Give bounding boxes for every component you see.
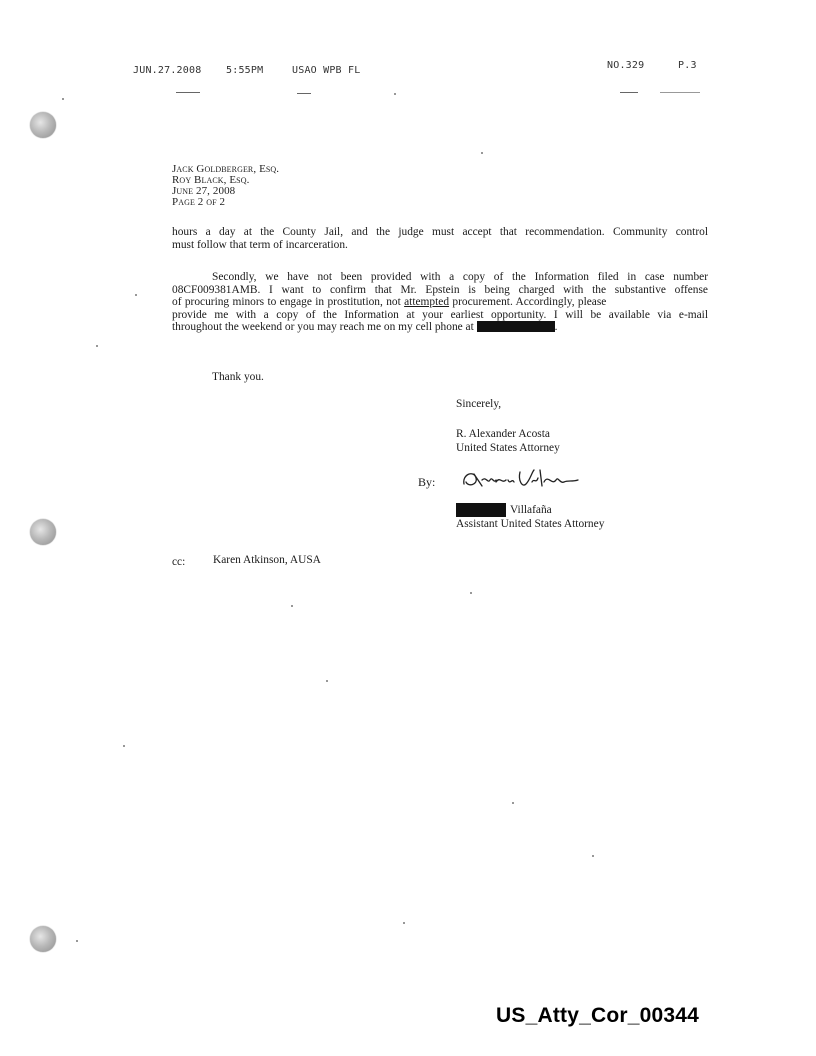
fax-noise-dot	[394, 93, 396, 95]
paragraph-2-line-5	[172, 321, 708, 334]
fax-noise-dot	[123, 745, 125, 747]
paragraph-information-request	[172, 271, 708, 334]
paragraph-1-line-1: hours a day at the County Jail, and the judge must accept that recommendation. Community control	[172, 226, 708, 238]
redaction-bar	[477, 321, 555, 332]
fax-noise-mark	[176, 92, 200, 93]
handwritten-signature	[460, 466, 584, 492]
fax-number: NO.329	[607, 60, 645, 71]
paragraph-1-line-2: must follow that term of incarceration.	[172, 238, 348, 251]
page-indicator: Page 2 of 2	[172, 196, 226, 208]
fax-noise-dot	[291, 605, 293, 607]
fax-time: 5:55PM	[226, 65, 264, 76]
fax-noise-dot	[470, 592, 472, 594]
binder-hole-top	[30, 112, 56, 138]
recipient-line-2: Roy Black, Esq.	[172, 174, 250, 186]
by-label: By:	[418, 475, 436, 489]
fax-noise-dot	[481, 152, 483, 154]
cc-recipient: Karen Atkinson, AUSA	[213, 554, 321, 566]
fax-noise-dot	[512, 802, 514, 804]
binder-hole-bottom	[30, 926, 56, 952]
fax-page: P.3	[678, 60, 697, 71]
fax-noise-mark	[620, 92, 638, 93]
signer-name: Villafaña	[510, 504, 552, 516]
paragraph-2-line-1: Secondly, we have not been provided with a copy of the Information filed in case number	[212, 271, 708, 283]
signatory-name: R. Alexander Acosta	[456, 428, 550, 440]
sincerely: Sincerely,	[456, 398, 502, 410]
fax-noise-dot	[76, 940, 78, 942]
fax-noise-dot	[96, 345, 98, 347]
cc-label: cc:	[172, 556, 186, 568]
redacted-first-name	[456, 503, 506, 517]
paragraph-2-line-3	[172, 296, 708, 309]
fax-noise-mark	[660, 92, 700, 93]
paragraph-2-line-5-period: .	[554, 321, 558, 333]
fax-noise-mark	[297, 93, 311, 94]
recipient-block	[172, 164, 279, 208]
paragraph-2-line-5-text: throughout the weekend or you may reach me on my cell phone at	[172, 321, 477, 333]
recipient-line-1: Jack Goldberger, Esq.	[172, 163, 280, 175]
paragraph-continuation	[172, 226, 708, 251]
fax-noise-dot	[135, 294, 137, 296]
fax-noise-dot	[326, 680, 328, 682]
paragraph-2-line-3-start: of procuring minors to engage in prostitution, not	[172, 296, 405, 308]
signatory-title: United States Attorney	[456, 442, 560, 454]
thank-you: Thank you.	[212, 371, 264, 383]
letter-date: June 27, 2008	[172, 185, 236, 197]
fax-noise-dot	[592, 855, 594, 857]
fax-date: JUN.27.2008	[133, 65, 202, 76]
binder-hole-middle	[30, 519, 56, 545]
underlined-word-attempted: attempted	[404, 296, 450, 308]
paragraph-2-line-2: 08CF009381AMB. I want to confirm that Mr. Epstein is being charged with the substantive offense	[172, 283, 708, 296]
bates-number: US_Atty_Cor_00344	[496, 1004, 700, 1027]
signer-title: Assistant United States Attorney	[456, 518, 605, 530]
paragraph-2-line-4: provide me with a copy of the Information at your earliest opportunity. I will be available via e-mail	[172, 308, 708, 321]
fax-noise-dot	[62, 98, 64, 100]
paragraph-2-line-3-end: procurement. Accordingly, please	[449, 296, 607, 308]
fax-sender: USAO WPB FL	[292, 65, 361, 76]
fax-noise-dot	[403, 922, 405, 924]
